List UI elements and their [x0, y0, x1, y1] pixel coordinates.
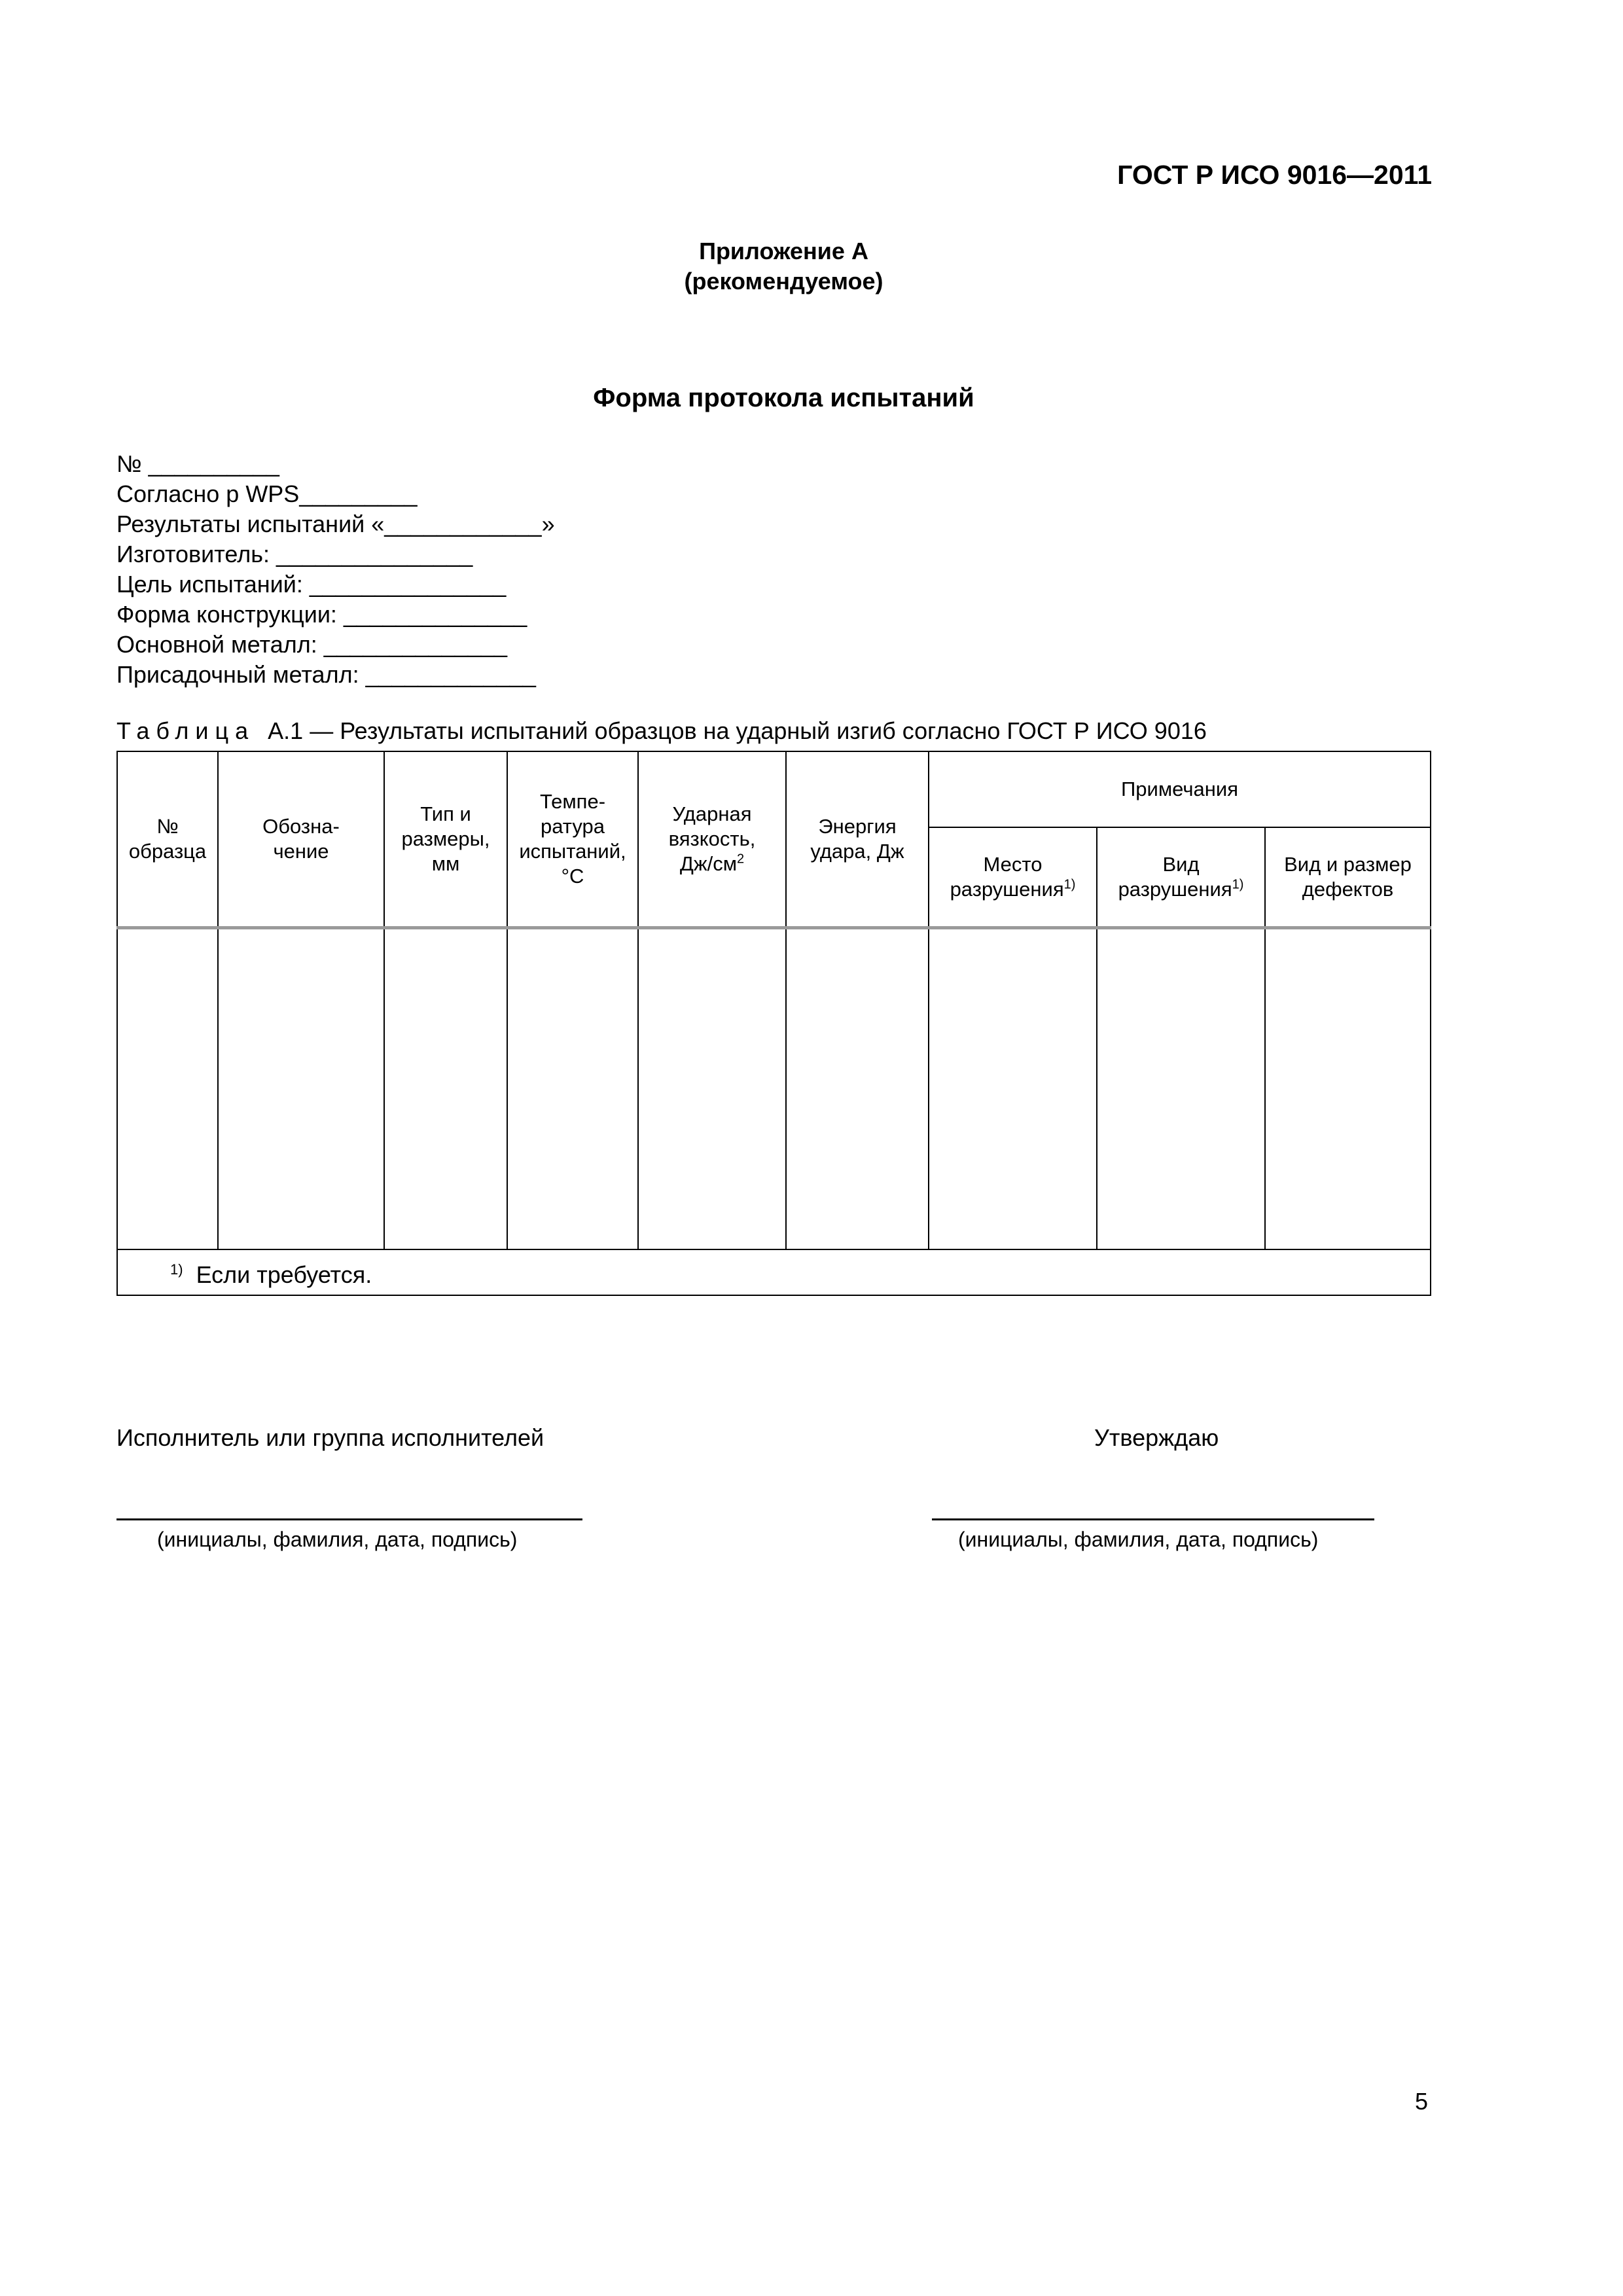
table-cell: [384, 927, 507, 1249]
header-specimen-number: № образца: [117, 751, 218, 927]
table-cell: [218, 927, 384, 1249]
table-caption: [116, 717, 1207, 745]
table-cell: [117, 927, 218, 1249]
table-cell: [507, 927, 638, 1249]
header-fracture-location: Место разрушения$^{1)}$: [929, 827, 1097, 927]
performer-note: (инициалы, фамилия, дата, подпись): [157, 1528, 518, 1551]
field-manufacturer: Изготовитель: _______________: [116, 541, 473, 567]
header-fracture-type: Вид разрушения$^{1)}$: [1097, 827, 1265, 927]
header-defects: Вид и размер дефектов: [1265, 827, 1431, 927]
field-number: № __________: [116, 450, 279, 477]
table-cell: [1097, 927, 1265, 1249]
field-construction: Форма конструкции: ______________: [116, 601, 527, 628]
form-title: Форма протокола испытаний: [593, 384, 974, 412]
field-wps: Согласно р WPS_________: [116, 480, 418, 507]
header-notes: Примечания: [929, 751, 1431, 827]
table-empty-row: [117, 927, 1431, 1249]
header-type-size: Тип и размеры, мм: [384, 751, 507, 927]
results-table: [116, 751, 1431, 1296]
field-purpose: Цель испытаний: _______________: [116, 571, 507, 598]
table-cell: [638, 927, 786, 1249]
table-cell: [929, 927, 1097, 1249]
approver-note: (инициалы, фамилия, дата, подпись): [958, 1528, 1319, 1551]
annex-kind: (рекомендуемое): [684, 268, 883, 295]
header-impact-energy: Энергия удара, Дж: [786, 751, 929, 927]
protocol-fields: [116, 449, 555, 690]
field-results: Результаты испытаний «____________»: [116, 511, 555, 537]
header-impact-toughness: Ударная вязкость, $Дж/см^2$: [638, 751, 786, 927]
performer-signature-line: [116, 1518, 582, 1520]
header-designation: Обозна- чение: [218, 751, 384, 927]
standard-code: ГОСТ Р ИСО 9016—2011: [1117, 160, 1432, 190]
approve-label: Утверждаю: [1094, 1424, 1219, 1451]
header-test-temperature: Темпе- ратура испытаний, °С: [507, 751, 638, 927]
field-filler-metal: Присадочный металл: _____________: [116, 661, 536, 688]
table-footnote: $^{1)}$ Если требуется.: [117, 1249, 1431, 1295]
field-base-metal: Основной металл: ______________: [116, 631, 508, 658]
approver-signature-line: [932, 1518, 1374, 1520]
table-cell: [1265, 927, 1431, 1249]
annex-title: Приложение А: [699, 238, 868, 264]
page-number: 5: [1414, 2088, 1428, 2115]
table-cell: [786, 927, 929, 1249]
table-caption-text: А.1 — Результаты испытаний образцов на ударный изгиб согласно ГОСТ Р ИСО 9016: [255, 717, 1207, 744]
performer-label: Исполнитель или группа исполнителей: [116, 1424, 544, 1451]
table-caption-prefix: Таблица: [116, 717, 255, 744]
